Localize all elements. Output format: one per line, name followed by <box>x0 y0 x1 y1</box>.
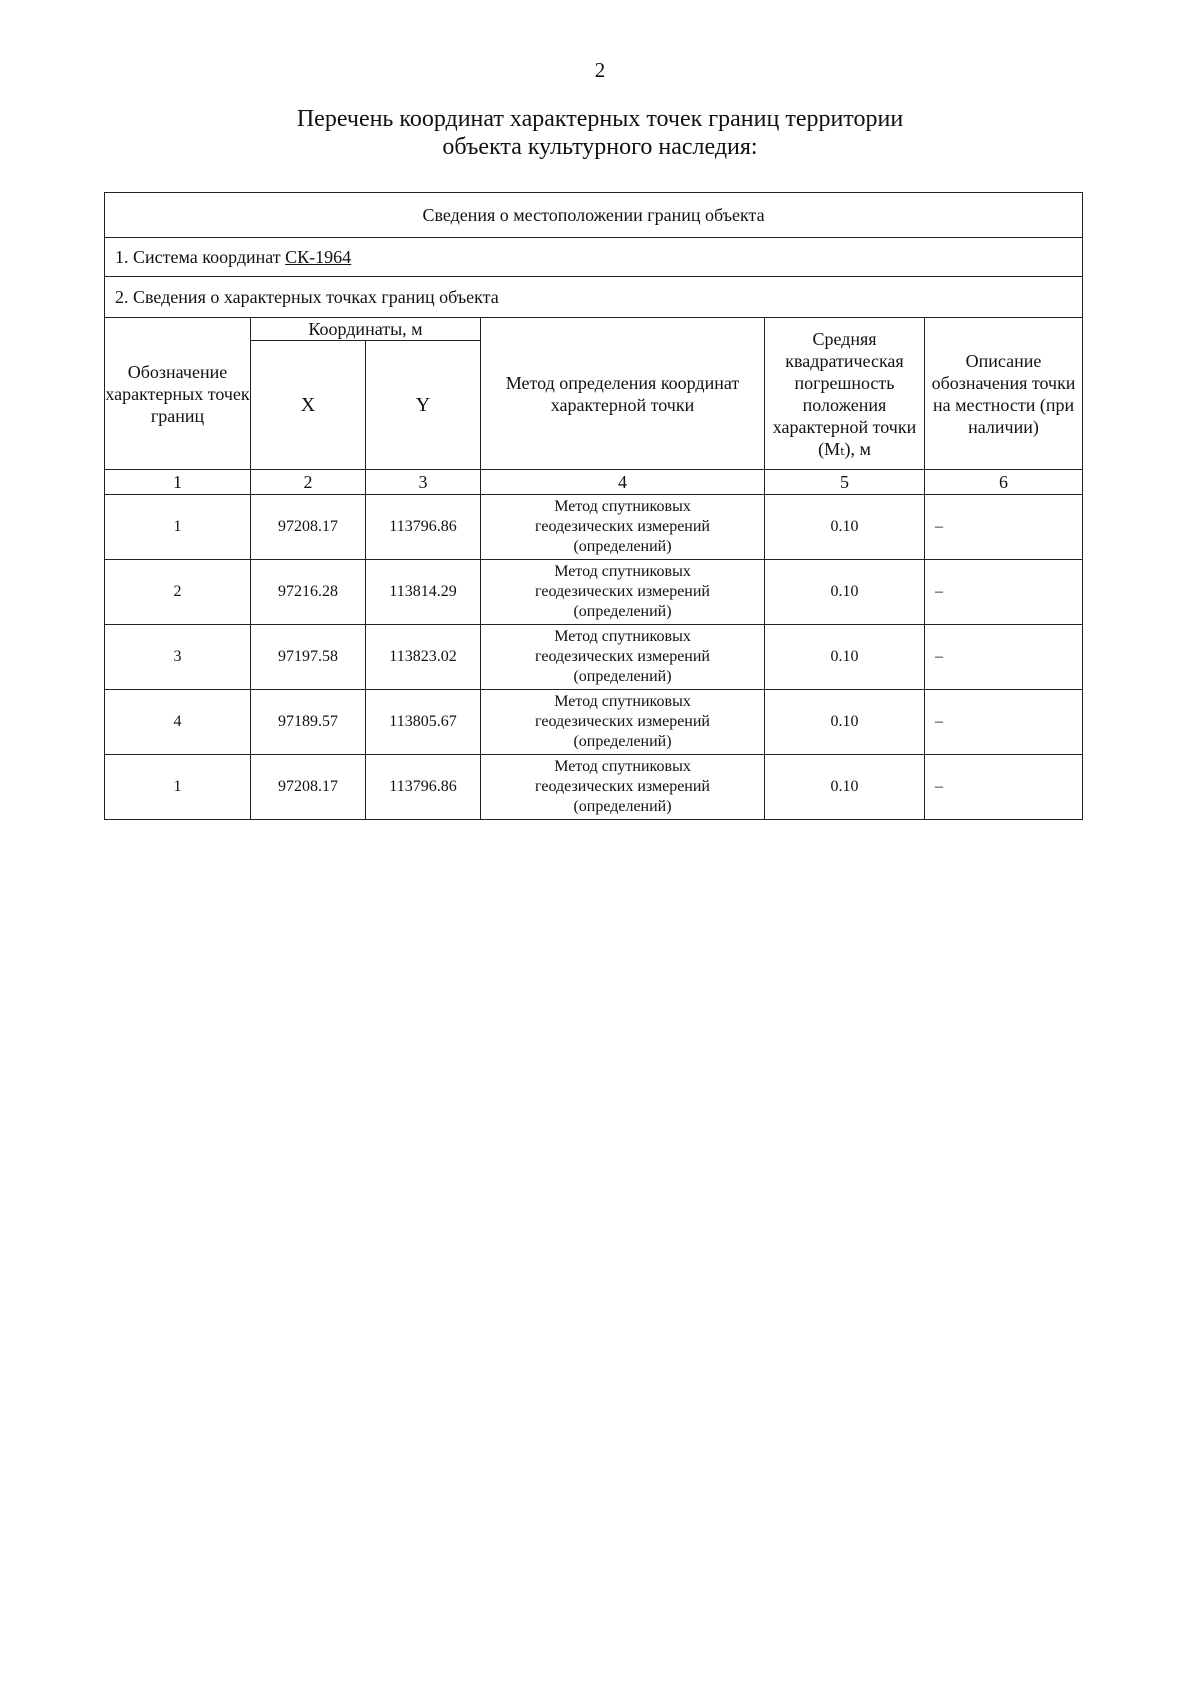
table-row <box>105 690 1083 755</box>
column-number: 4 <box>481 470 765 495</box>
method-line: (определений) <box>573 538 672 555</box>
method-line: (определений) <box>573 603 672 620</box>
point-number: 1 <box>105 495 251 560</box>
table-row <box>105 495 1083 560</box>
error-value: 0.10 <box>765 625 925 690</box>
header-y: Y <box>366 341 481 470</box>
points-section-title: 2. Сведения о характерных точках границ объекта <box>105 277 1083 318</box>
column-number-row <box>105 470 1083 495</box>
header-coordinates: Координаты, м <box>251 318 481 341</box>
header-description: Описание обозначения точки на местности (при наличии) <box>925 318 1083 470</box>
method-line: геодезических измерений <box>535 583 710 600</box>
method-line: геодезических измерений <box>535 518 710 535</box>
coordinate-system-value: СК-1964 <box>285 246 352 267</box>
title-line-1: Перечень координат характерных точек границ территории <box>296 106 904 132</box>
coordinate-x: 97216.28 <box>251 560 366 625</box>
table-row <box>105 625 1083 690</box>
coordinate-x: 97208.17 <box>251 495 366 560</box>
method-cell <box>481 495 765 560</box>
coordinate-y: 113796.86 <box>366 755 481 820</box>
method-cell <box>481 690 765 755</box>
document-title <box>0 105 1200 161</box>
coordinate-x: 97208.17 <box>251 755 366 820</box>
table-row <box>105 560 1083 625</box>
header-designation: Обозначение характерных точек границ <box>105 318 251 470</box>
coordinate-y: 113814.29 <box>366 560 481 625</box>
coordinate-system-label: 1. Система координат <box>115 246 286 267</box>
description-value: – <box>925 690 1083 755</box>
point-number: 4 <box>105 690 251 755</box>
point-number: 3 <box>105 625 251 690</box>
column-number: 5 <box>765 470 925 495</box>
method-cell <box>481 560 765 625</box>
error-value: 0.10 <box>765 560 925 625</box>
header-error: Средняя квадратическая погрешность положения характерной точки (Mₜ), м <box>765 318 925 470</box>
method-line: Метод спутниковых <box>554 758 691 775</box>
boundary-coordinates-table <box>104 192 1083 820</box>
coordinate-x: 97189.57 <box>251 690 366 755</box>
description-value: – <box>925 495 1083 560</box>
method-line: геодезических измерений <box>535 713 710 730</box>
point-number: 2 <box>105 560 251 625</box>
description-value: – <box>925 625 1083 690</box>
header-x: X <box>251 341 366 470</box>
table-row <box>105 755 1083 820</box>
column-number: 2 <box>251 470 366 495</box>
description-value: – <box>925 560 1083 625</box>
method-cell <box>481 625 765 690</box>
method-line: (определений) <box>573 733 672 750</box>
column-number: 1 <box>105 470 251 495</box>
coordinate-y: 113805.67 <box>366 690 481 755</box>
error-value: 0.10 <box>765 755 925 820</box>
method-cell <box>481 755 765 820</box>
title-line-2: объекта культурного наследия: <box>442 134 758 160</box>
description-value: – <box>925 755 1083 820</box>
error-value: 0.10 <box>765 495 925 560</box>
coordinate-y: 113796.86 <box>366 495 481 560</box>
column-number: 3 <box>366 470 481 495</box>
method-line: геодезических измерений <box>535 778 710 795</box>
column-number: 6 <box>925 470 1083 495</box>
method-line: (определений) <box>573 798 672 815</box>
method-line: геодезических измерений <box>535 648 710 665</box>
method-line: Метод спутниковых <box>554 628 691 645</box>
point-number: 1 <box>105 755 251 820</box>
method-line: Метод спутниковых <box>554 563 691 580</box>
error-value: 0.10 <box>765 690 925 755</box>
method-line: Метод спутниковых <box>554 693 691 710</box>
coordinate-system-row <box>105 238 1083 277</box>
coordinate-x: 97197.58 <box>251 625 366 690</box>
method-line: Метод спутниковых <box>554 498 691 515</box>
page-number: 2 <box>594 58 606 82</box>
location-section-title: Сведения о местоположении границ объекта <box>105 193 1083 238</box>
header-method: Метод определения координат характерной точки <box>481 318 765 470</box>
coordinate-y: 113823.02 <box>366 625 481 690</box>
method-line: (определений) <box>573 668 672 685</box>
